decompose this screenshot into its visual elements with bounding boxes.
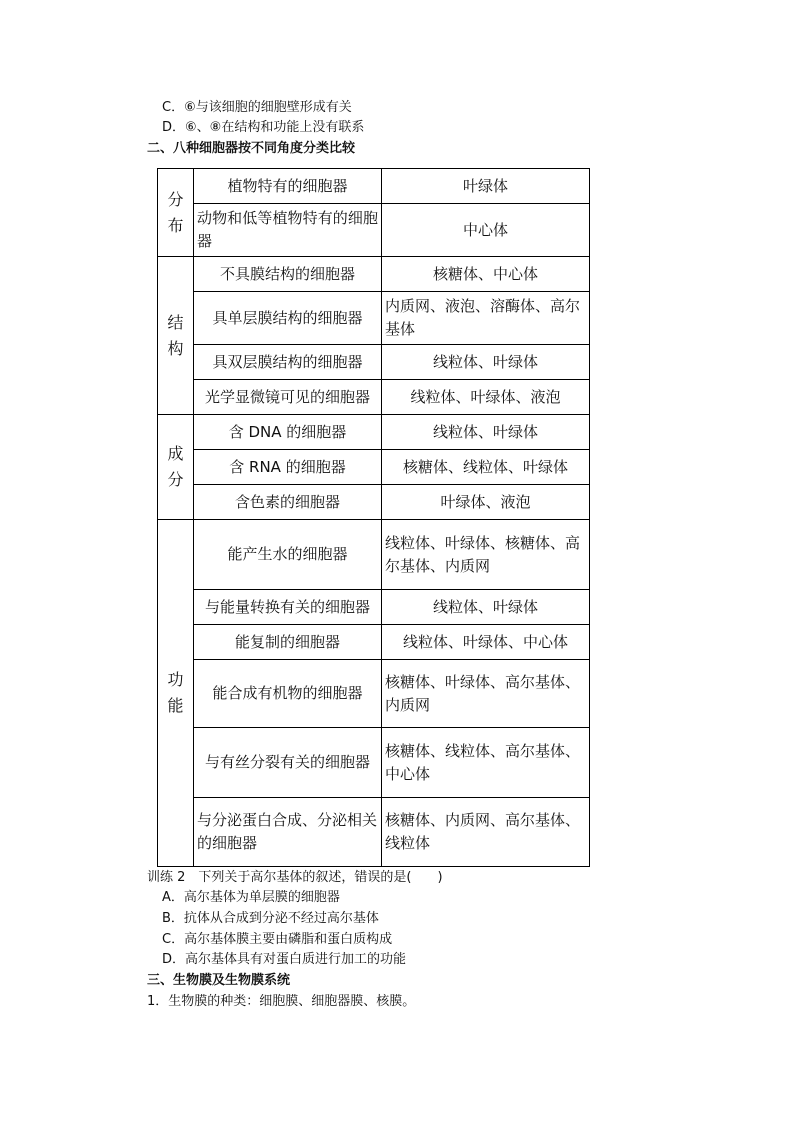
organelle-type: 具单层膜结构的细胞器	[194, 292, 382, 345]
organelle-type: 与有丝分裂有关的细胞器	[194, 728, 382, 798]
organelle-list: 叶绿体	[382, 169, 590, 204]
table-row	[158, 204, 590, 257]
option-d-top: D．⑥、⑧在结构和功能上没有联系	[162, 120, 365, 135]
table-row	[158, 485, 590, 520]
exercise2-option-a: A．高尔基体为单层膜的细胞器	[162, 890, 340, 905]
exercise2-option-d: D．高尔基体具有对蛋白质进行加工的功能	[162, 952, 407, 967]
organelle-type: 能复制的细胞器	[194, 625, 382, 660]
organelle-list: 线粒体、叶绿体、核糖体、高尔基体、内质网	[382, 520, 590, 590]
organelle-list: 线粒体、叶绿体	[382, 415, 590, 450]
table-row	[158, 590, 590, 625]
table-row	[158, 415, 590, 450]
table-row	[158, 625, 590, 660]
organelle-list: 线粒体、叶绿体、中心体	[382, 625, 590, 660]
category-cell-structure: 结 构	[158, 257, 194, 415]
organelle-type: 与能量转换有关的细胞器	[194, 590, 382, 625]
table-row	[158, 728, 590, 798]
section3-item1: 1．生物膜的种类：细胞膜、细胞器膜、核膜。	[147, 994, 416, 1009]
organelle-list: 叶绿体、液泡	[382, 485, 590, 520]
organelle-type: 能产生水的细胞器	[194, 520, 382, 590]
organelle-type: 含 DNA 的细胞器	[194, 415, 382, 450]
organelle-list: 中心体	[382, 204, 590, 257]
table-row	[158, 798, 590, 867]
section2-title: 二、八种细胞器按不同角度分类比较	[147, 141, 356, 156]
organelle-classification-table	[157, 168, 590, 867]
organelle-list: 核糖体、叶绿体、高尔基体、内质网	[382, 660, 590, 728]
table-row	[158, 345, 590, 380]
organelle-list: 线粒体、叶绿体	[382, 345, 590, 380]
option-c-top: C．⑥与该细胞的细胞壁形成有关	[162, 100, 352, 115]
organelle-list: 内质网、液泡、溶酶体、高尔基体	[382, 292, 590, 345]
table-row	[158, 450, 590, 485]
category-cell-composition: 成 分	[158, 415, 194, 520]
table-row	[158, 292, 590, 345]
table-row	[158, 660, 590, 728]
organelle-list: 核糖体、中心体	[382, 257, 590, 292]
organelle-list: 线粒体、叶绿体、液泡	[382, 380, 590, 415]
organelle-type: 动物和低等植物特有的细胞器	[194, 204, 382, 257]
exercise2-stem: 训练 2 下列关于高尔基体的叙述，错误的是( )	[147, 870, 443, 885]
organelle-type: 与分泌蛋白合成、分泌相关的细胞器	[194, 798, 382, 867]
organelle-list: 核糖体、内质网、高尔基体、线粒体	[382, 798, 590, 867]
organelle-type: 能合成有机物的细胞器	[194, 660, 382, 728]
organelle-list: 线粒体、叶绿体	[382, 590, 590, 625]
table-row	[158, 169, 590, 204]
exercise2-option-c: C．高尔基体膜主要由磷脂和蛋白质构成	[162, 932, 393, 947]
organelle-type: 植物特有的细胞器	[194, 169, 382, 204]
table-row	[158, 380, 590, 415]
table-row	[158, 257, 590, 292]
organelle-type: 具双层膜结构的细胞器	[194, 345, 382, 380]
section3-title: 三、生物膜及生物膜系统	[147, 973, 291, 988]
organelle-type: 光学显微镜可见的细胞器	[194, 380, 382, 415]
table-row	[158, 520, 590, 590]
organelle-type: 不具膜结构的细胞器	[194, 257, 382, 292]
category-cell-function: 功 能	[158, 520, 194, 867]
exercise2-option-b: B．抗体从合成到分泌不经过高尔基体	[162, 911, 379, 926]
organelle-list: 核糖体、线粒体、叶绿体	[382, 450, 590, 485]
category-cell-distribution: 分 布	[158, 169, 194, 257]
organelle-type: 含色素的细胞器	[194, 485, 382, 520]
organelle-list: 核糖体、线粒体、高尔基体、中心体	[382, 728, 590, 798]
organelle-type: 含 RNA 的细胞器	[194, 450, 382, 485]
